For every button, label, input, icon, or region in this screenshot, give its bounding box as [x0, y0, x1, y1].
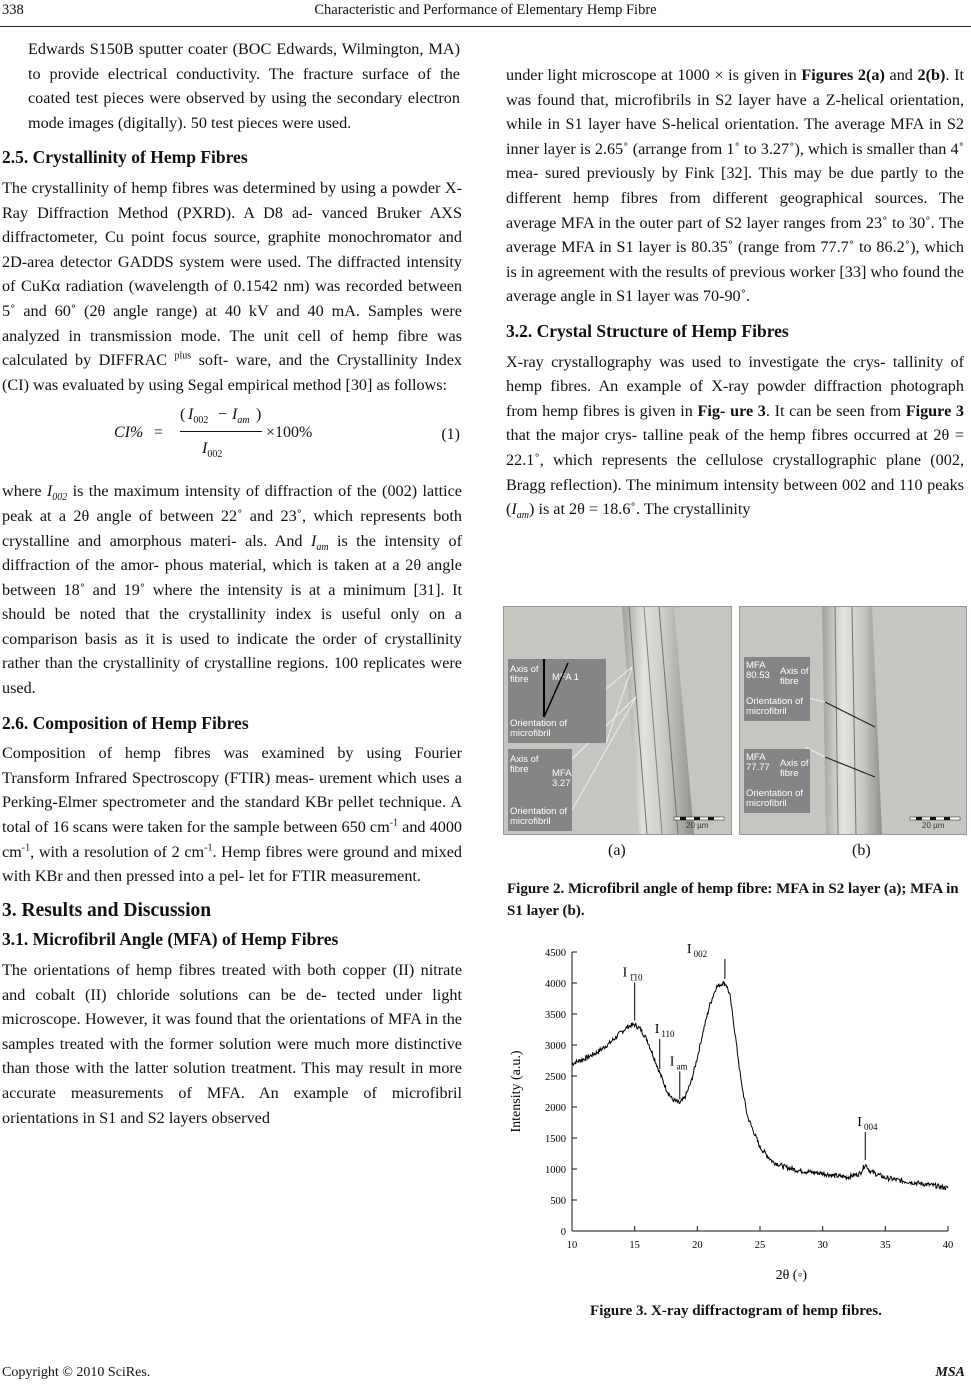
figure-2b-micrograph: [739, 606, 967, 835]
inset-a-top: Axis of fibre MFA 1 Orientation of microfibril: [508, 659, 606, 743]
x-tick-label: 15: [629, 1240, 640, 1251]
section-3-1-heading: 3.1. Microfibril Angle (MFA) of Hemp Fibres: [2, 929, 339, 950]
mfa-paragraph: under light microscope at 1000 × is given in Figures 2(a) and 2(b). It was found that, microfibrils in S2 layer have a Z-helical orientation, while in S1 layer have S-helical orientation. The average MFA in S2 inner layer is 2.65˚ (arrange from 1˚ to 3.27˚), which is smaller than 4˚ mea- sured previously by Fink [32]. This may be due partly to the different hemp fibres from different geographical sources. The average MFA in the outer part of S2 layer ranges from 23˚ to 30˚. The average MFA in S1 layer is 80.35˚ (range from 77.7˚ to 86.2˚), which is in agreement with the results of previous worker [33] who found the average angle in S1 layer was 70-90˚.: [506, 66, 965, 306]
peak-label: I $_{110}$: [654, 1021, 675, 1039]
figure-2-caption: Figure 2. Microfibril angle of hemp fibre: MFA in S2 layer (a); MFA in S1 layer (b).: [507, 881, 959, 919]
figure-2a-micrograph: [503, 606, 732, 835]
x-axis-title: 2θ (◦): [775, 1268, 808, 1283]
inset-a-bottom: Axis of fibre MFA 3.27 Orientation of microfibril: [508, 749, 572, 831]
peak-label: I $_{am}$: [669, 1054, 688, 1072]
journal-name: MSA: [935, 1365, 965, 1380]
x-tick-label: 30: [817, 1240, 828, 1251]
x-tick-label: 20: [692, 1240, 703, 1251]
peak-label: I $_{002}$: [686, 942, 708, 959]
y-tick-label: 3500: [545, 1010, 566, 1021]
figure-2a-label: (a): [608, 842, 626, 859]
page-number: 338: [2, 2, 24, 18]
inset-b-top: MFA 80.53 Axis of fibre Orientation of microfibril: [744, 657, 810, 721]
section-2-6-heading: 2.6. Composition of Hemp Fibres: [2, 712, 249, 733]
x-tick-label: 35: [880, 1240, 891, 1251]
section-3-1-paragraph: The orientations of hemp fibres treated with both copper (II) nitrate and cobalt (II) chloride solutions can be de- tected under light microscope. However, it was found that the orientations of MFA in the samples treated with the former solution were much more distinctive than those with the latter solution treatment. This may result in more accurate measurements of MFA. An example of microfibril orientations in S1 and S2 layers observed: [2, 961, 462, 1127]
y-tick-label: 500: [550, 1196, 566, 1207]
xrd-chart: [500, 940, 965, 1295]
y-axis-title: Intensity (a.u.): [509, 1050, 524, 1133]
section-2-6-paragraph: Composition of hemp fibres was examined by using Fourier Transform Infrared Spectroscopy (FTIR) meas- urement which uses a Perking-Elmer spectrometer and the standard KBr pellet technique. A total of 16 scans were taken for the sample between 650 $cm^{-1}$ and 4000 $cm^{-1}$, with a resolution of 2 $cm^{-1}$. Hemp fibres were ground and mixed with KBr and then pressed into a pel- let for FTIR measurement.: [2, 744, 463, 886]
y-tick-label: 2500: [545, 1072, 566, 1083]
x-tick-label: 10: [566, 1240, 578, 1251]
y-tick-label: 4500: [545, 948, 566, 959]
left-column: [2, 37, 462, 1130]
x-tick-label: 40: [942, 1240, 954, 1251]
section-3-heading: 3. Results and Discussion: [2, 899, 212, 921]
y-tick-label: 1500: [545, 1134, 566, 1145]
section-2-5-paragraph-2: where $I_{002}$ is the maximum intensity of diffraction of the (002) lattice peak at a 2θ angle of between 22˚ and 23˚, which represents both crystalline and amorphous materi- als. And $I_{am}$ is the intensity of diffraction of the amor- phous material, which is taken at a 2θ angle between 18˚ and 19˚ where the intensity is at a minimum [31]. It should be noted that the crystallinity index is useful only on a comparison basis as it is used to indicate the order of crystallinity rather than the crystallinity of crystalline regions. 100 replicates were used.: [2, 482, 463, 698]
x-tick-label: 25: [754, 1240, 766, 1251]
y-tick-label: 0: [560, 1227, 566, 1238]
equation-number: (1): [441, 426, 460, 444]
y-tick-label: 3000: [545, 1041, 566, 1052]
copyright: Copyright © 2010 SciRes.: [2, 1365, 151, 1380]
section-2-5-paragraph-1: The crystallinity of hemp fibres was determined by using a powder X-Ray Diffraction Method (PXRD). A D8 ad- vanced Bruker AXS diffractometer, Cu point focus source, graphite monochromator and 2D-area detector GADDS system were used. The diffracted intensity of CuKα radiation (wavelength of 0.1542 nm) was recorded between 5˚ and 60˚ (2θ angle range) at 40 kV and 40 mA. Samples were analyzed in transmission mode. The unit cell of hemp fibre was calculated by DIFFRAC $^{plus}$ soft- ware, and the Crystallinity Index (CI) was evaluated by using Segal empirical method [30] as follows:: [2, 178, 462, 394]
equation-1: CI% = ( $I_{002}$ − $I_{am}$ ) $I_{002}$ ×100% (1): [114, 406, 460, 461]
y-tick-label: 2000: [545, 1103, 566, 1114]
scale-bar-label-a: 20 µm: [686, 821, 709, 830]
scale-bar-label-b: 20 µm: [922, 821, 945, 830]
right-column: [506, 63, 964, 522]
running-title: Characteristic and Performance of Elementary Hemp Fibre: [314, 2, 657, 18]
peak-label: I $_{1̄10}$: [622, 965, 643, 983]
section-2-5-heading: 2.5. Crystallinity of Hemp Fibres: [2, 147, 248, 168]
section-3-2-heading: 3.2. Crystal Structure of Hemp Fibres: [506, 320, 789, 341]
y-tick-label: 4000: [545, 979, 566, 990]
y-tick-label: 1000: [545, 1165, 566, 1176]
fraction-bar: [180, 431, 262, 432]
figure-2b-label: (b): [852, 842, 871, 859]
header-rule: [0, 26, 971, 27]
diffraction-series-line: [572, 982, 948, 1190]
figure-3-caption: Figure 3. X-ray diffractogram of hemp fibres.: [590, 1303, 882, 1319]
inset-b-bottom: MFA 77.77 Axis of fibre Orientation of microfibril: [744, 749, 810, 813]
intro-paragraph: Edwards S150B sputter coater (BOC Edwards, Wilmington, MA) to provide electrical conductivity. The fracture surface of the coated test pieces were observed by using the secondary electron mode images (digitally). 50 test pieces were used.: [28, 40, 460, 132]
peak-label: I $_{004}$: [857, 1115, 878, 1133]
crystal-paragraph: X-ray crystallography was used to investigate the crys- tallinity of hemp fibres. An example of X-ray powder diffraction photograph from hemp fibres is given in Fig- ure 3. It can be seen from Figure 3 that the major crys- talline peak of the hemp fibres occurred at 2θ = 22.1˚, which represents the cellulose crystallographic plane (002, Bragg reflection). The minimum intensity between 002 and 110 peaks $(I_{am})$ is at 2θ = 18.6˚. The crystallinity: [506, 352, 965, 522]
